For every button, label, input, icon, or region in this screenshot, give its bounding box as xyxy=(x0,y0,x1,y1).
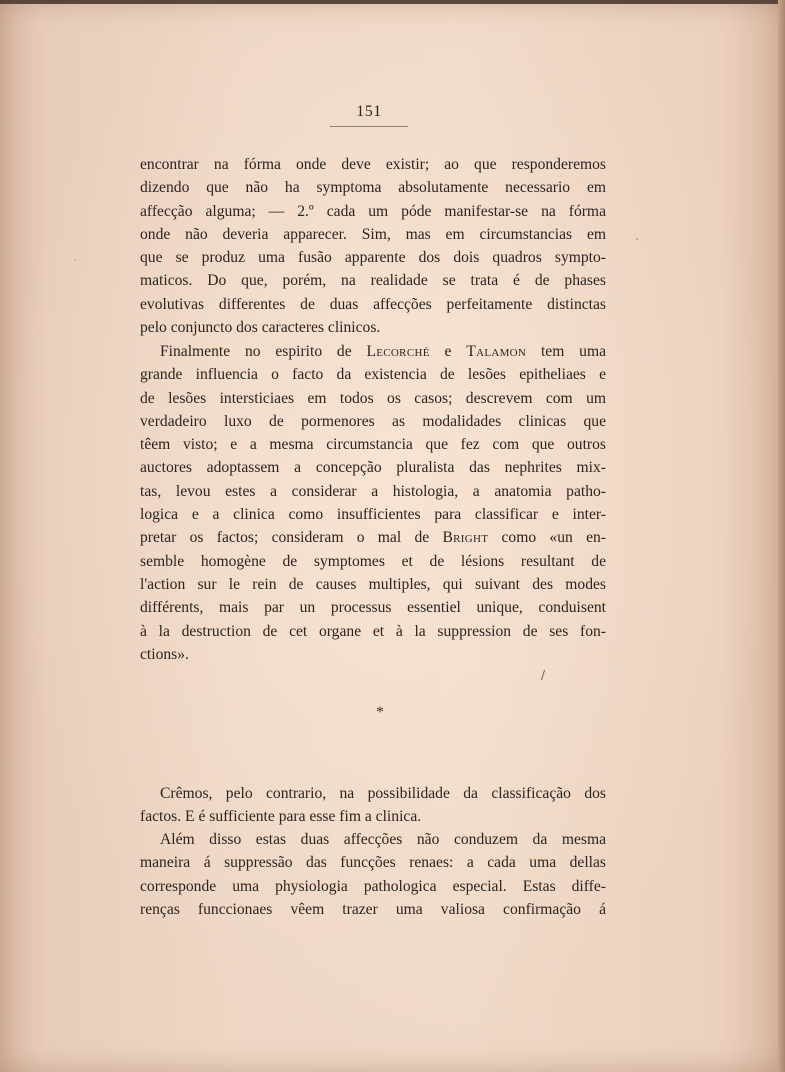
text-line: auctores adoptassem a concepção pluralista das nephrites mix- xyxy=(140,459,606,477)
text-line: encontrar na fórma onde deve existir; ao que responderemos xyxy=(140,156,606,173)
text-line: maneira á suppressão das funcções renaes: a cada uma dellas xyxy=(140,854,606,872)
page-top-edge xyxy=(0,0,785,4)
text-span: Finalmente no espirito de xyxy=(160,343,367,360)
text-line: affecção alguma; — 2.º cada um póde manifestar-se na fórma xyxy=(140,202,606,220)
text-span: e xyxy=(429,343,467,360)
header-rule xyxy=(330,126,408,127)
text-line: pelo conjuncto dos caracteres clinicos. xyxy=(140,319,381,337)
paragraph-4 xyxy=(140,828,606,921)
text-line xyxy=(140,340,606,363)
text-line: différents, mais par un processus essentiel unique, conduisent xyxy=(140,599,606,617)
author-name: Talamon xyxy=(466,343,527,360)
text-line: maticos. Do que, porém, na realidade se trata é de phases xyxy=(140,272,606,290)
text-span: tem uma xyxy=(526,343,606,360)
text-line: l'action sur le rein de causes multiples, qui suivant des modes xyxy=(140,575,606,593)
text-line: corresponde uma physiologia pathologica especial. Estas diffe- xyxy=(140,877,606,895)
text-span: pretar os factos; consideram o mal de xyxy=(140,529,443,547)
paragraph-2 xyxy=(140,340,606,666)
text-line: Crêmos, pelo contrario, na possibilidade da classificação dos xyxy=(160,785,606,802)
text-line: de lesões intersticiaes em todos os casos; descrevem com um xyxy=(140,389,606,407)
text-line xyxy=(140,526,606,549)
text-line: tas, levou estes a considerar a histologia, a anatomia patho- xyxy=(140,482,606,500)
text-line: à la destruction de cet organe et à la suppression de ses fon- xyxy=(140,622,606,640)
text-line: semble homogène de symptomes et de lésions resultant de xyxy=(140,552,606,570)
stray-pencil-mark: / xyxy=(541,668,546,682)
text-span: como «un en- xyxy=(488,529,606,547)
text-line: evolutivas differentes de duas affecções perfeitamente distinctas xyxy=(140,295,606,313)
text-line: que se produz uma fusão apparente dos dois quadros sympto- xyxy=(140,249,606,267)
author-name: Lecorché xyxy=(366,343,430,360)
text-line: grande influencia o facto da existencia de lesões epitheliaes e xyxy=(140,366,606,384)
paper-speck: , xyxy=(636,232,639,241)
page-right-edge xyxy=(778,0,785,1072)
text-line: ctions». xyxy=(140,645,189,663)
author-name: Bright xyxy=(442,529,489,547)
page-header xyxy=(330,103,408,127)
text-line: onde não deveria apparecer. Sim, mas em circumstancias em xyxy=(140,225,606,243)
text-line: Além disso estas duas affecções não conduzem da mesma xyxy=(160,831,606,848)
text-line: dizendo que não ha symptoma absolutamente necessario em xyxy=(140,179,606,197)
text-line: factos. E é sufficiente para esse fim a clinica. xyxy=(140,808,422,826)
text-line: renças funccionaes vêem trazer uma valiosa confirmação á xyxy=(140,900,606,918)
section-separator: * xyxy=(376,704,384,721)
paragraph-1 xyxy=(140,153,606,339)
text-line: logica e a clinica como insufficientes para classificar e inter- xyxy=(140,506,606,524)
paper-speck: · xyxy=(74,256,77,265)
page-number: 151 xyxy=(356,103,382,120)
text-line: verdadeiro luxo de pormenores as modalidades clinicas que xyxy=(140,412,606,430)
text-line: têem visto; e a mesma circumstancia que fez com que outros xyxy=(140,436,606,454)
paragraph-3 xyxy=(140,782,606,829)
